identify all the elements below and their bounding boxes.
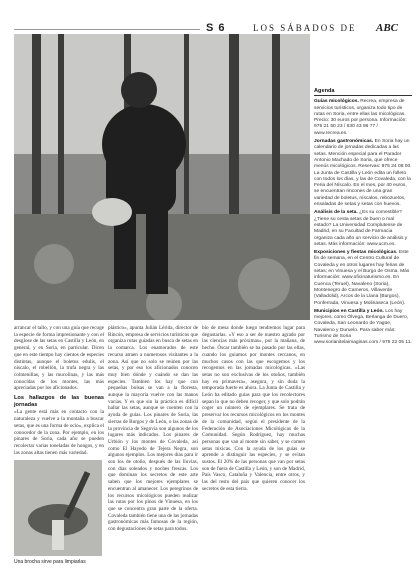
agenda-entry-label: Análisis de la seta. <box>314 210 358 216</box>
agenda-entry-label: Municipios en Castilla y León. <box>314 308 384 314</box>
agenda-entry-label: Jornadas gastronómicas. <box>314 139 374 145</box>
agenda-entry <box>314 309 412 347</box>
agenda-entry-label: Guías micológicos. <box>314 99 359 105</box>
article-text: arrancar el tallo, y con una guía que recoge la especie de forma impresionante y con el desglose de las setas en Castilla y León, en general, y en Soria, en particular. Dicen que en este tiempo hay cientos de especies distintas, aunque el boletus edulis, el níscalo, el robellón, la trufa negra y las colmenillas, y las mucolinas, y las más conocidas de los montes, las más apreciadas por los aficionados. <box>14 325 104 392</box>
photo-caption: Una brocha sirve para limpiarlas <box>14 559 86 565</box>
agenda-entry <box>314 250 412 307</box>
header-rule <box>14 29 200 30</box>
agenda-entry <box>314 99 412 137</box>
agenda-entry <box>314 210 412 248</box>
agenda-entry-text: Este fin de semana, en el Centro Cultural de Covaleda y en otros lugares hay ferias de setas; en Vinuesa y el Burgo de Osma. Más información: www.oficinaturismo.es. En Cuenca (Teruel), Navaleno (Soria), Montenegro de Cameros, Villaverde (Valladolid), Arcos de la Llana (Burgos), Ponferrada, Vinuesa y Molinaseca (León). <box>314 250 410 306</box>
article-text: plástico», apunta Julián Lérida, director de Rincón, empresa de servicios turísticos que organiza rutas guiadas en busca de setas en la comarca. Los enamorados de este recurso atraen a numerosos visitantes a la zona. Así que no solo se reúnen por las setas, y por eso los aficionados conocen muy bien dónde y cuándo se dan las especies. Tambien los hay que con pequeñas bolsas se van a la floresta, aunque la mayoría vuelve con las manos vacías. Y es que sin la práctica es difícil hallar las setas, aunque se cuenten con la ayuda de guías. Los pinares de Soria, las sierras de Burgos y de León, o las zonas de la provincia de Segovia son algunos de los lugares más indicados. Los pinares de Urbión y los montes de Covaleda, así como El Hayedo de Tejera Negra, son algunos ejemplos. Los mejores días para ir son los de otoño, después de las lluvias, con días soleados y noches frescas. Los que dominan los secretos de este arte saben que los mejores ejemplares se encuentran al amanecer. Los peregrinos de los recursos micológicos pueden realizar las rutas por los pinos de Vinuesa, en los que se concentra gran parte de la oferta. Covaleda también tiene una de las jornadas gastronómicas más famosas de la región, con degustaciones de setas para todos. <box>108 325 198 533</box>
article-subhead: Los hallazgos de las buenas jornadas <box>14 395 104 408</box>
article-text: «La gente está más en contacto con la naturaleza y vuelve a la montaña a buscar setas, que es una forma de ocio», explica el conocedor de la zona. Por ejemplo, en los pinares de Soria, cada año se pueden recolectar varias toneladas de hongos, y en las zonas altas tienen más variedad. <box>14 409 104 456</box>
article-column-3 <box>202 325 305 494</box>
agenda-sidebar <box>314 88 412 349</box>
mushroom-photo <box>14 460 102 556</box>
abc-logo: ABC <box>376 22 399 34</box>
agenda-entry-label: Exposiciones y fiestas micológicas. <box>314 250 398 256</box>
page-number: S 6 <box>206 22 226 34</box>
agenda-entry-text: Recrea, empresa de servicios turísticos, organiza todo tipo de rutas en Soria, entre ellas las micológicas. Precio: 30 euros por persona. Información: 975 21 50 23 / 630 43 86 77 / www.recrea.es. <box>314 99 407 136</box>
agenda-entry-text: ¿Es su comestible? ¿Tiene su cesta setas de buen o mal estado? La Universidad Complutense de Madrid, en su Facultad de Farmacia organiza cada año un servicio de análisis y setas. Más información: www.ucm.es. <box>314 210 408 247</box>
section-title: LOS SÁBADOS DE <box>253 23 357 33</box>
agenda-entry-text: Los hay mejores, como Ólvega, Berlanga de Duero, Covaleda, San Leonardo de Yagüe, Navaleno y Duruelo. Para saber más: Turismo de Soria www.sorianitelaimaginas.com / 975 22 05 11. <box>314 308 412 346</box>
article-column-1 <box>14 325 104 457</box>
agenda-entry <box>314 139 412 208</box>
article-column-2 <box>108 325 198 534</box>
agenda-entry-text: En Soria hay un calendario de jornadas dedicadas a las setas. Mención especial para el Parador Antonio Machado de Soria, que ofrece menús micológicos. Reservas: 975 24 08 00. La Junta de Castilla y León edita un folleto con todos los días, y las de Covaleda, con la Feria del Níscalo. En el mes, por 40 euros, se encuentran rincones de una gran variedad de boletus, níscalos, rebozuelos, ensaladas de setas y setas con huevos. <box>314 139 412 208</box>
article-text: bío de mesa donde luego tendremos lugar para degustarlas. «Y eso a ser de nuestro agrado por las ciencias más próximas», por la mañana, de hecho. Óscar también se ha pasado por las ellas, cuando los guiamos por montes cercanos, en muchos casos con las que escogemos y los recogemos en las jornadas micológicas. «Las setas no son exclusivas de los otoños, también hay en primavera», asegura, y sin duda la temporada fuerte es ahora. La Junta de Castilla y León ha editado guías para que los recolectores sepan lo que no deben recoger, y que solo podrán coger un número de ejemplares. Se trata de preservar los recursos micológicos en los montes de la comunidad, según el presidente de la Federación de Asociaciones Micológicas de la Comunidad. Según Rodríguez, hay muchas personas que van al monte sin saber, y se comen setas tóxicas. Con la ayuda de los guías se aprende a distinguir las especies, y se evitan sustos. El 20% de las personas que van por setas son de fuera de Castilla y León, y son de Madrid, País Vasco, Cataluña y Valencia, entre otros, y las del resto del país que quieren conocer los secretos de esta tierra. <box>202 325 305 492</box>
agenda-title: Agenda <box>314 88 412 96</box>
forest-photo <box>14 34 310 320</box>
